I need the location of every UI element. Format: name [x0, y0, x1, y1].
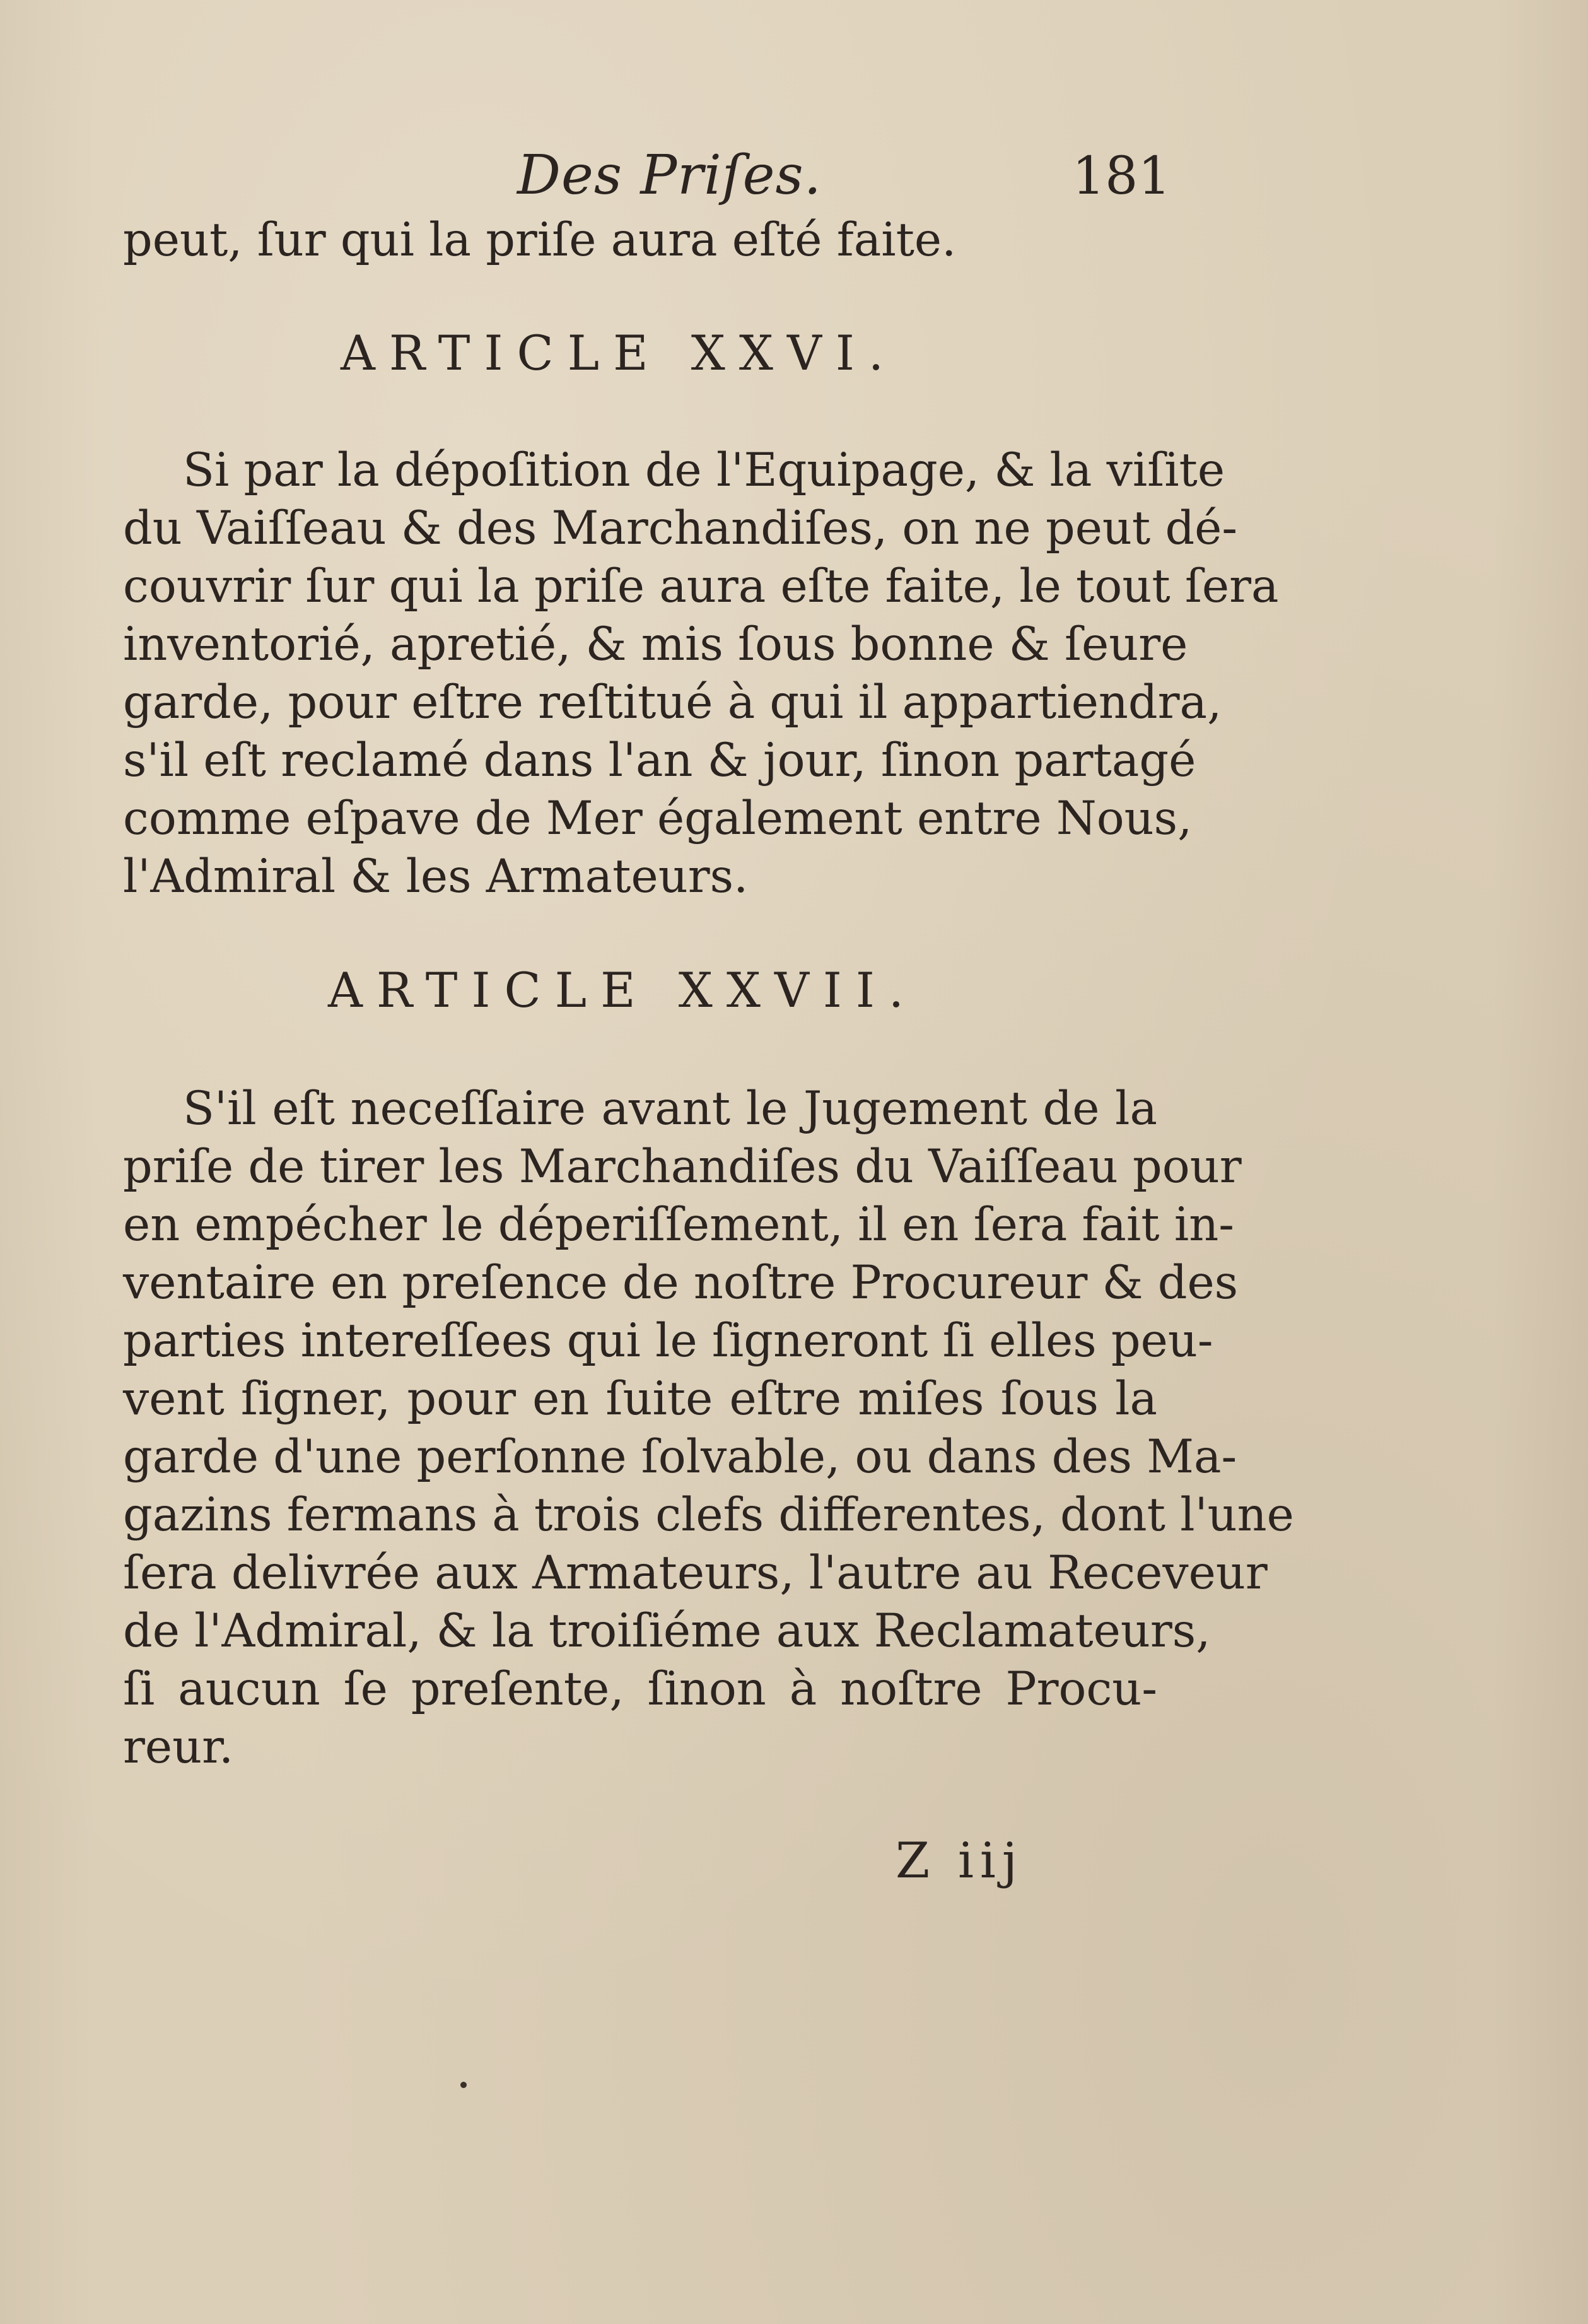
- text-line: en empécher le déperiſſement, il en ſera fait in-: [123, 1198, 1234, 1252]
- text-line: priſe de tirer les Marchandiſes du Vaiſſeau pour: [123, 1140, 1242, 1194]
- text-line: gazins fermans à trois clefs differentes, dont l'une: [123, 1488, 1294, 1542]
- running-title: Des Priſes.: [517, 144, 822, 207]
- text-line: inventorié, apretié, & mis ſous bonne & ſeure: [123, 618, 1188, 671]
- text-line: vent ſigner, pour en ſuite eſtre miſes ſous la: [123, 1372, 1157, 1426]
- text-line: reur.: [123, 1720, 234, 1774]
- signature-mark: Z iij: [896, 1833, 1024, 1889]
- text-line: S'il eſt neceſſaire avant le Jugement de la: [183, 1082, 1157, 1136]
- article-heading: ARTICLE XXVI.: [341, 325, 898, 381]
- page-number: 181: [1072, 146, 1171, 206]
- text-line: comme eſpave de Mer également entre Nous,: [123, 792, 1193, 845]
- continuation-line: peut, ſur qui la priſe aura eſté faite.: [123, 213, 957, 267]
- article-heading: ARTICLE XXVII.: [328, 962, 918, 1018]
- text-line: l'Admiral & les Armateurs.: [123, 850, 749, 903]
- text-line: ſera delivrée aux Armateurs, l'autre au Receveur: [123, 1546, 1268, 1600]
- text-line: couvrir ſur qui la priſe aura eſte faite, le tout ſera: [123, 560, 1279, 613]
- text-line: garde, pour eſtre reſtitué à qui il appartiendra,: [123, 676, 1222, 729]
- text-line: parties intereſſees qui le ſigneront ſi elles peu-: [123, 1314, 1213, 1368]
- text-line: s'il eſt reclamé dans l'an & jour, ſinon partagé: [123, 734, 1196, 787]
- text-line: de l'Admiral, & la troiſiéme aux Reclamateurs,: [123, 1604, 1211, 1658]
- text-line: ſi aucun ſe preſente, ſinon à noſtre Procu-: [123, 1662, 1157, 1716]
- ink-speck: [460, 2082, 467, 2088]
- text-line: du Vaiſſeau & des Marchandiſes, on ne peut dé-: [123, 502, 1238, 555]
- text-line: garde d'une perſonne ſolvable, ou dans des Ma-: [123, 1430, 1237, 1484]
- text-line: Si par la dépoſition de l'Equipage, & la viſite: [183, 443, 1225, 497]
- text-line: ventaire en preſence de noſtre Procureur & des: [123, 1256, 1239, 1310]
